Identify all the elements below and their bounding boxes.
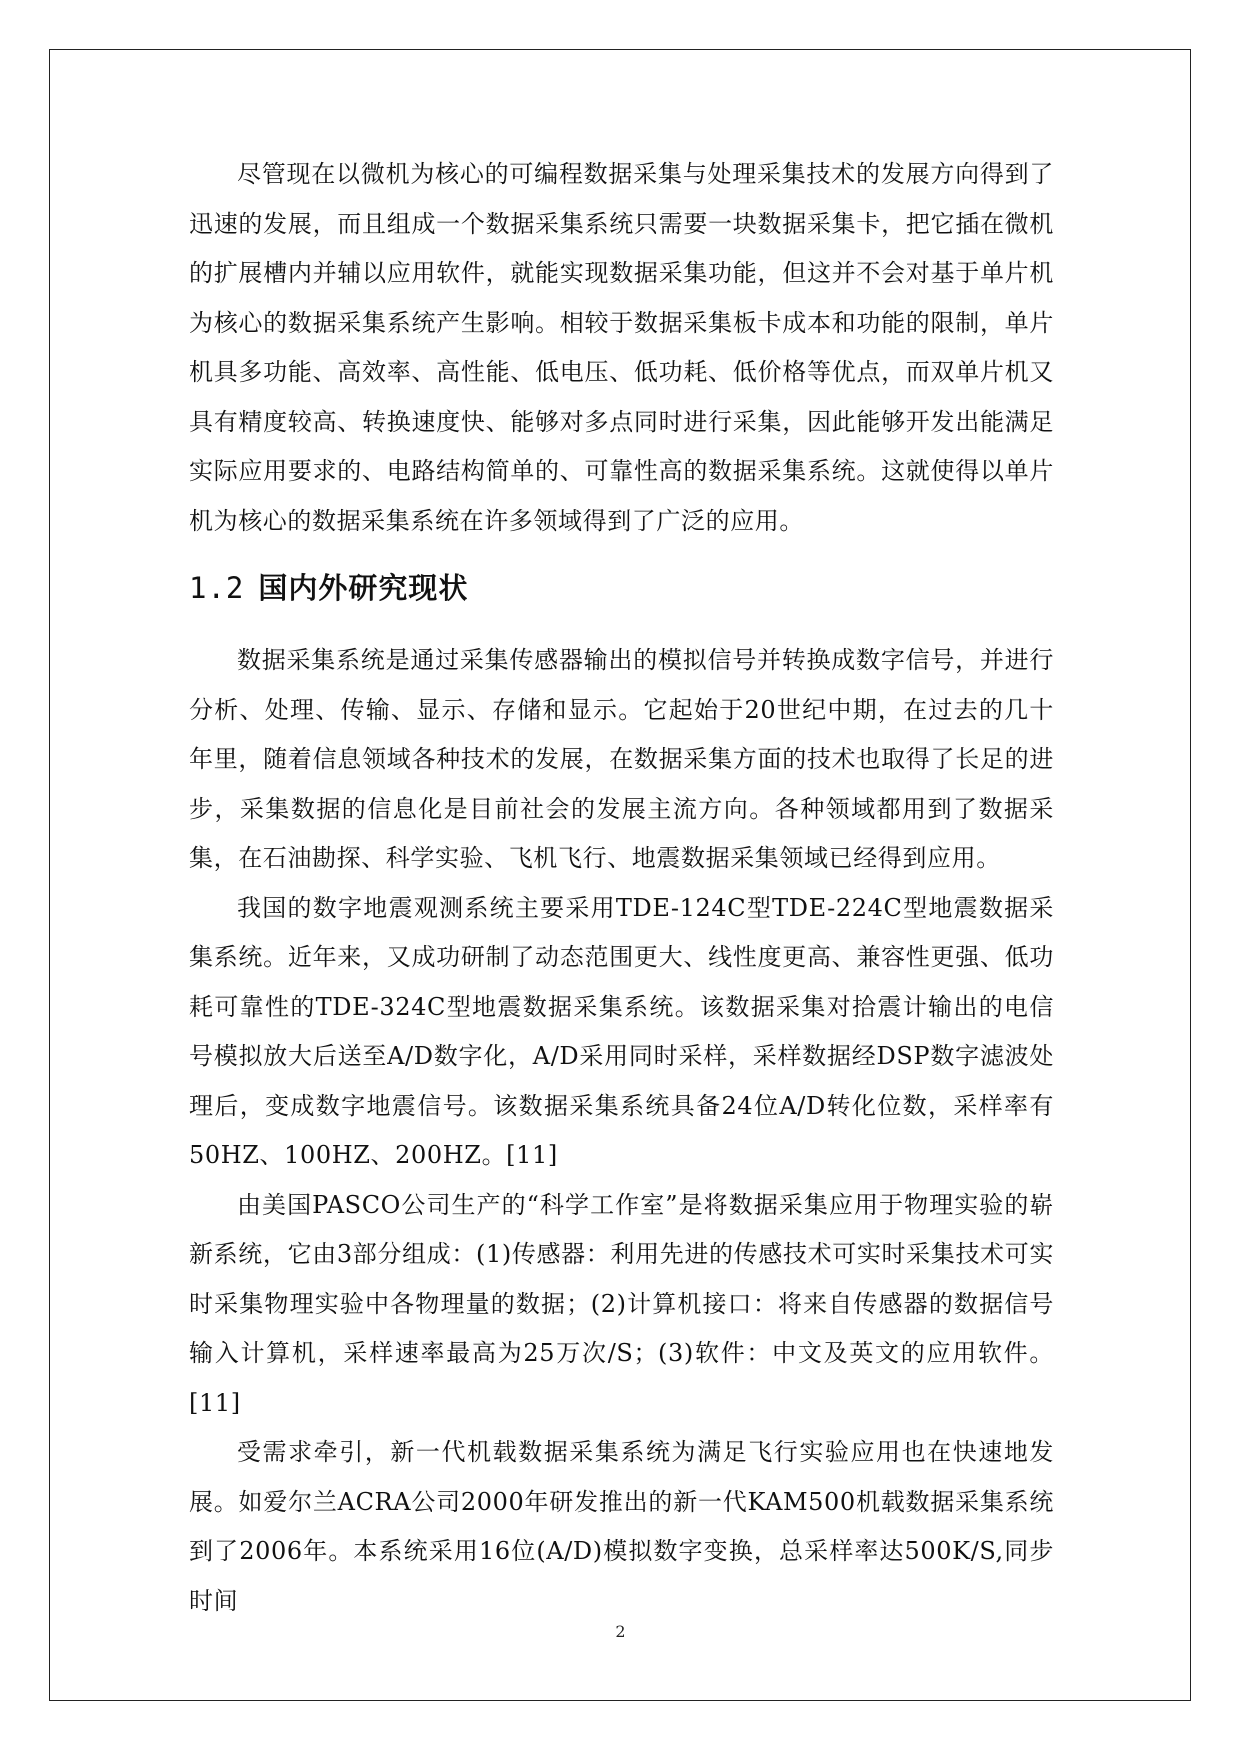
paragraph: 受需求牵引，新一代机载数据采集系统为满足飞行实验应用也在快速地发展。如爱尔兰ACRA公司2000年研发推出的新一代KAM500机载数据采集系统到了2006年。本系统采用16位(A/D)模拟数字变换，总采样率达500K/S,同步时间 <box>189 1438 1054 1615</box>
section-heading <box>189 558 1054 618</box>
paragraph: 尽管现在以微机为核心的可编程数据采集与处理采集技术的发展方向得到了迅速的发展，而且组成一个数据采集系统只需要一块数据采集卡，把它插在微机的扩展槽内并辅以应用软件，就能实现数据采集功能，但这并不会对基于单片机为核心的数据采集系统产生影响。相较于数据采集板卡成本和功能的限制，单片机具多功能、高效率、高性能、低电压、低功耗、低价格等优点，而双单片机又具有精度较高、转换速度快、能够对多点同时进行采集，因此能够开发出能满足实际应用要求的、电路结构简单的、可靠性高的数据采集系统。这就使得以单片机为核心的数据采集系统在许多领域得到了广泛的应用。 <box>189 160 1054 535</box>
paragraph: 由美国PASCO公司生产的“科学工作室”是将数据采集应用于物理实验的崭新系统，它由3部分组成：(1)传感器：利用先进的传感技术可实时采集技术可实时采集物理实验中各物理量的数据；(2)计算机接口：将来自传感器的数据信号输入计算机，采样速率最高为25万次/S；(3)软件：中文及英文的应用软件。[11] <box>189 1190 1054 1417</box>
paragraph: 数据采集系统是通过采集传感器输出的模拟信号并转换成数字信号，并进行分析、处理、传输、显示、存储和显示。它起始于20世纪中期，在过去的几十年里，随着信息领域各种技术的发展，在数据采集方面的技术也取得了长足的进步，采集数据的信息化是目前社会的发展主流方向。各种领域都用到了数据采集，在石油勘探、科学实验、飞机飞行、地震数据采集领域已经得到应用。 <box>189 646 1054 872</box>
document-body <box>189 150 1054 1626</box>
paragraph: 我国的数字地震观测系统主要采用TDE-124C型TDE-224C型地震数据采集系统。近年来，又成功研制了动态范围更大、线性度更高、兼容性更强、低功耗可靠性的TDE-324C型地震数据采集系统。该数据采集对拾震计输出的电信号模拟放大后送至A/D数字化，A/D采用同时采样，采样数据经DSP数字滤波处理后，变成数字地震信号。该数据采集系统具备24位A/D转化位数，采样率有50HZ、100HZ、200HZ。[11] <box>189 893 1054 1169</box>
page-number: 2 <box>615 1622 626 1641</box>
section-number: 1.2 <box>189 571 245 605</box>
section-title: 国内外研究现状 <box>258 571 469 605</box>
